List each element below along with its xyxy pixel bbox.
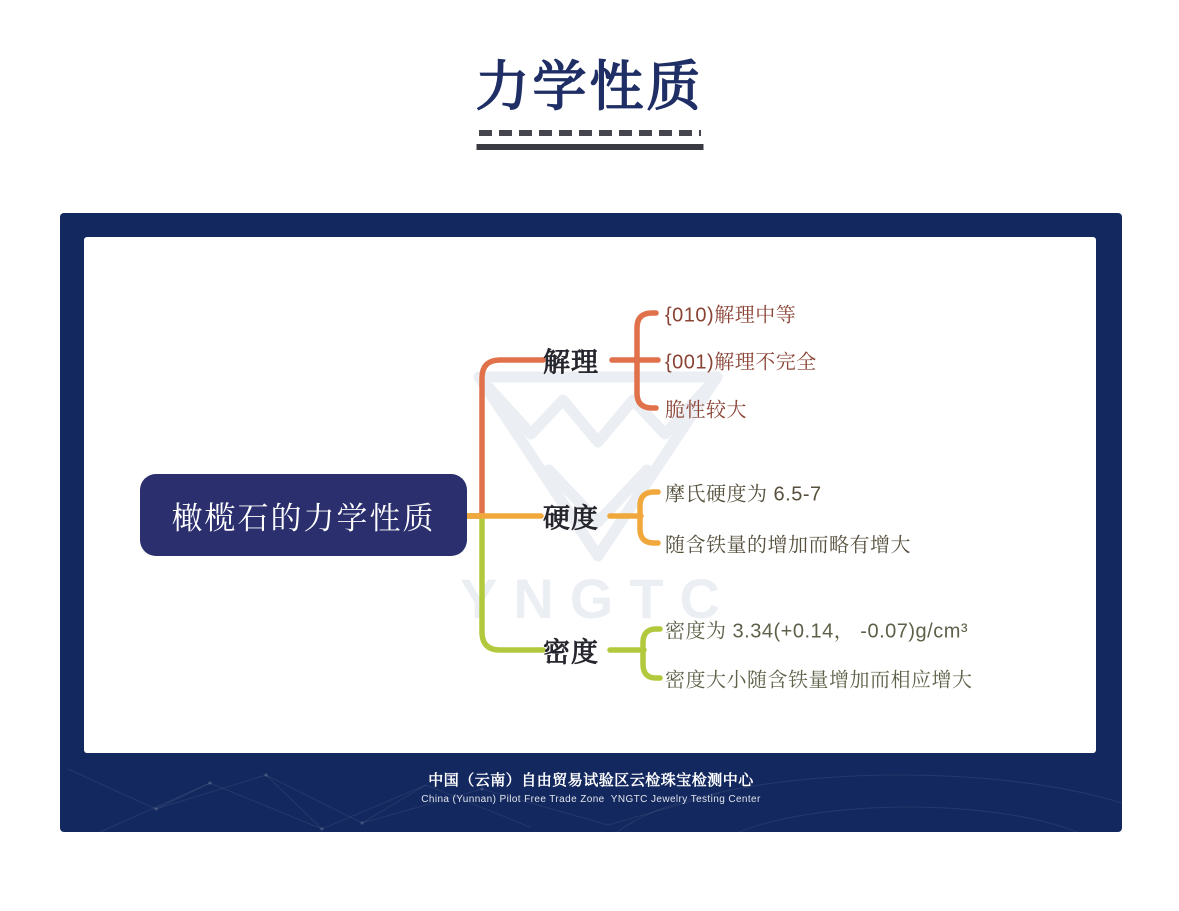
title-underline-dashed — [479, 130, 701, 136]
branch-label-cleavage: 解理 — [543, 347, 599, 378]
slide-panel — [60, 213, 1122, 832]
child-hardness-2: 随含铁量的增加而略有增大 — [665, 534, 911, 557]
child-cleavage-2: {001)解理不完全 — [665, 351, 817, 374]
mindmap-card — [84, 237, 1096, 753]
child-density-1: 密度为 3.34(+0.14， -0.07)g/cm³ — [665, 620, 969, 643]
branch-label-density: 密度 — [543, 637, 599, 668]
bracket-density — [643, 629, 660, 678]
branch-line-cleavage — [467, 360, 543, 516]
bracket-hardness — [640, 492, 658, 543]
branch-label-hardness: 硬度 — [543, 503, 599, 534]
child-density-2: 密度大小随含铁量增加而相应增大 — [665, 669, 973, 692]
footer — [60, 769, 1122, 805]
child-cleavage-3: 脆性较大 — [665, 399, 747, 422]
footer-org-cn: 中国（云南）自由贸易试验区云检珠宝检测中心 — [428, 772, 754, 789]
child-hardness-1: 摩氏硬度为 6.5-7 — [665, 483, 822, 506]
branch-line-density — [467, 516, 543, 650]
child-cleavage-1: {010)解理中等 — [665, 304, 797, 327]
root-node — [140, 474, 467, 556]
watermark-text: YNGTC — [460, 567, 736, 630]
page-title: 力学性质 — [475, 57, 704, 117]
footer-org-en: China (Yunnan) Pilot Free Trade Zone YNGTC Jewelry Testing Center — [421, 794, 761, 805]
root-node-label: 橄榄石的力学性质 — [171, 500, 436, 536]
title-block — [0, 58, 1179, 117]
title-underline-solid — [476, 144, 703, 150]
